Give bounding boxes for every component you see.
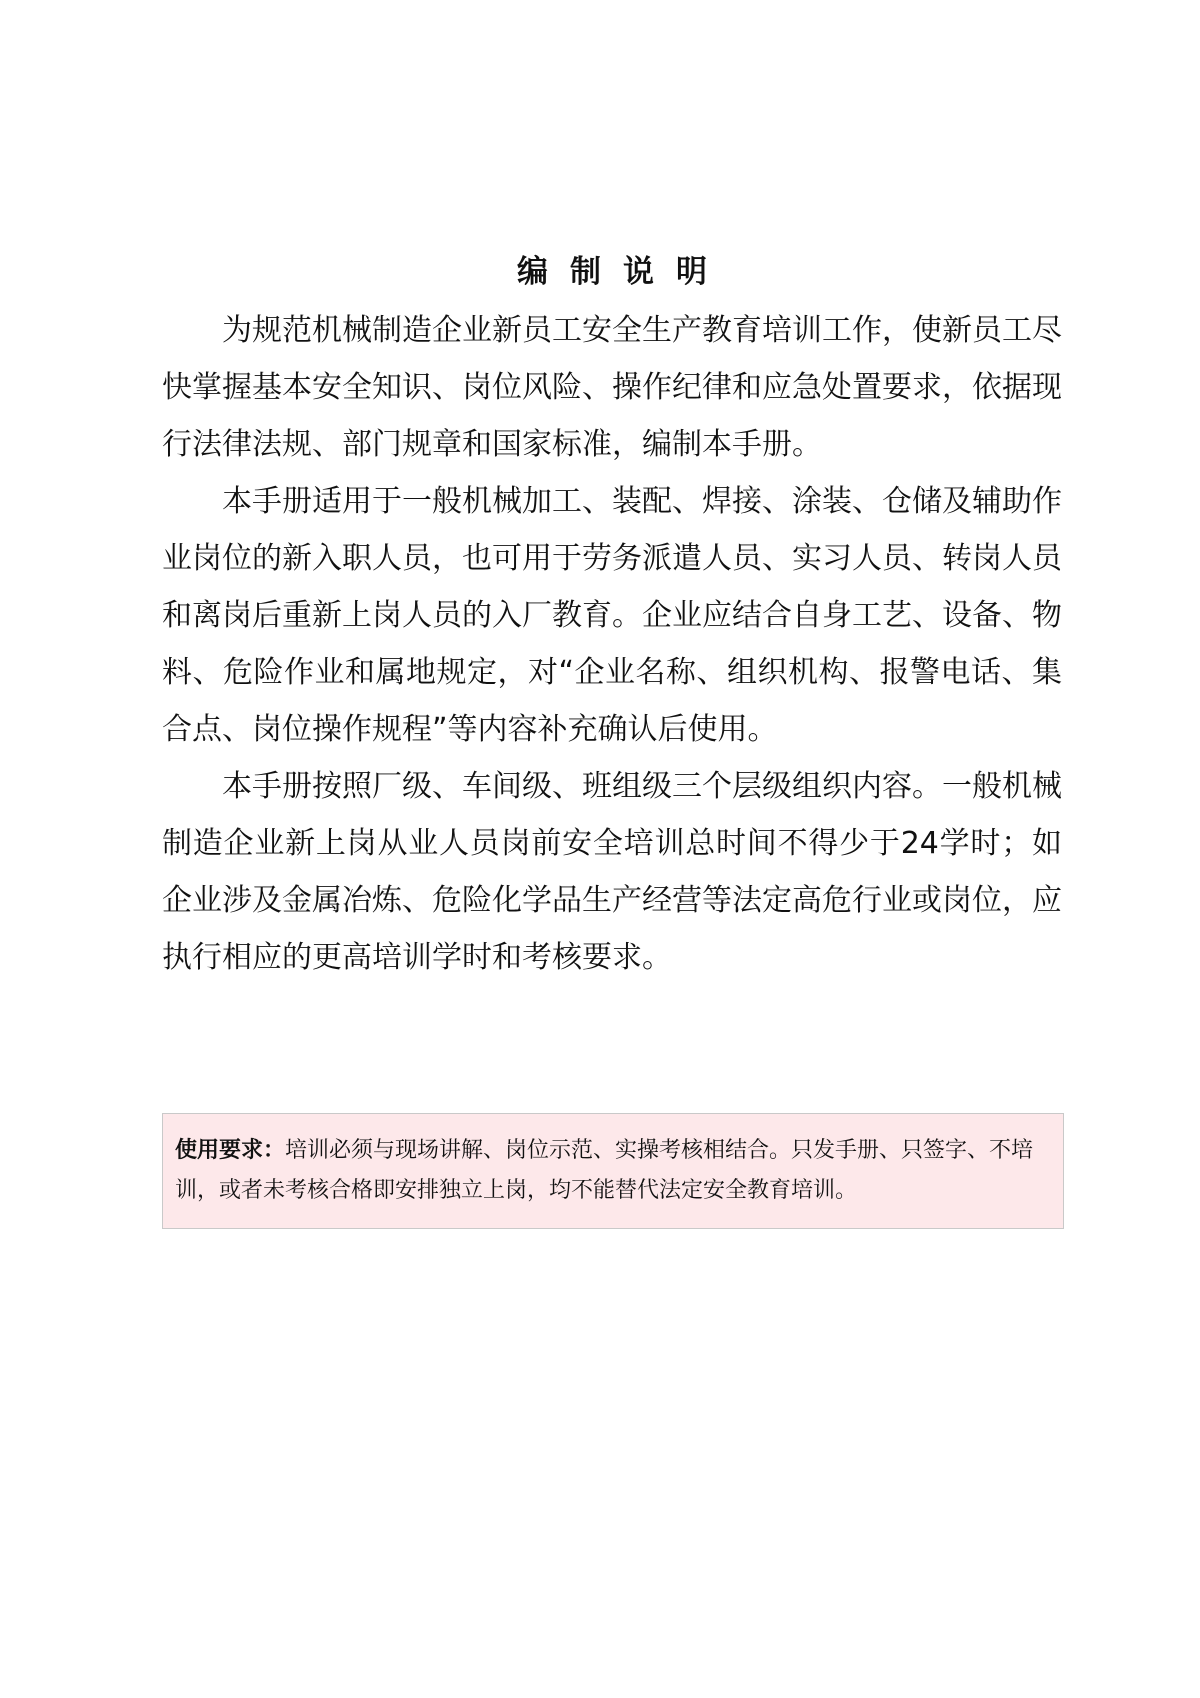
page-title: 编制说明 [517, 254, 729, 290]
paragraph-scope: 本手册适用于一般机械加工、装配、焊接、涂装、仓储及辅助作业岗位的新入职人员，也可用于劳务派遣人员、实习人员、转岗人员和离岗后重新上岗人员的入厂教育。企业应结合自身工艺、设备、物料、危险作业和属地规定，对“企业名称、组织机构、报警电话、集合点、岗位操作规程”等内容补充确认后使用。 [162, 484, 1062, 747]
notice-label: 使用要求： [175, 1138, 286, 1163]
notice-text: 培训必须与现场讲解、岗位示范、实操考核相结合。只发手册、只签字、不培训，或者未考核合格即安排独立上岗，均不能替代法定安全教育培训。 [175, 1138, 1034, 1203]
paragraph-purpose: 为规范机械制造企业新员工安全生产教育培训工作，使新员工尽快掌握基本安全知识、岗位风险、操作纪律和应急处置要求，依据现行法律法规、部门规章和国家标准，编制本手册。 [162, 313, 1062, 462]
paragraph-structure: 本手册按照厂级、车间级、班组级三个层级组织内容。一般机械制造企业新上岗从业人员岗前安全培训总时间不得少于24学时；如企业涉及金属冶炼、危险化学品生产经营等法定高危行业或岗位，应执行相应的更高培训学时和考核要求。 [162, 769, 1062, 975]
body-text [162, 302, 1062, 986]
document-content [162, 250, 1062, 986]
usage-requirement-notice [162, 1113, 1064, 1229]
